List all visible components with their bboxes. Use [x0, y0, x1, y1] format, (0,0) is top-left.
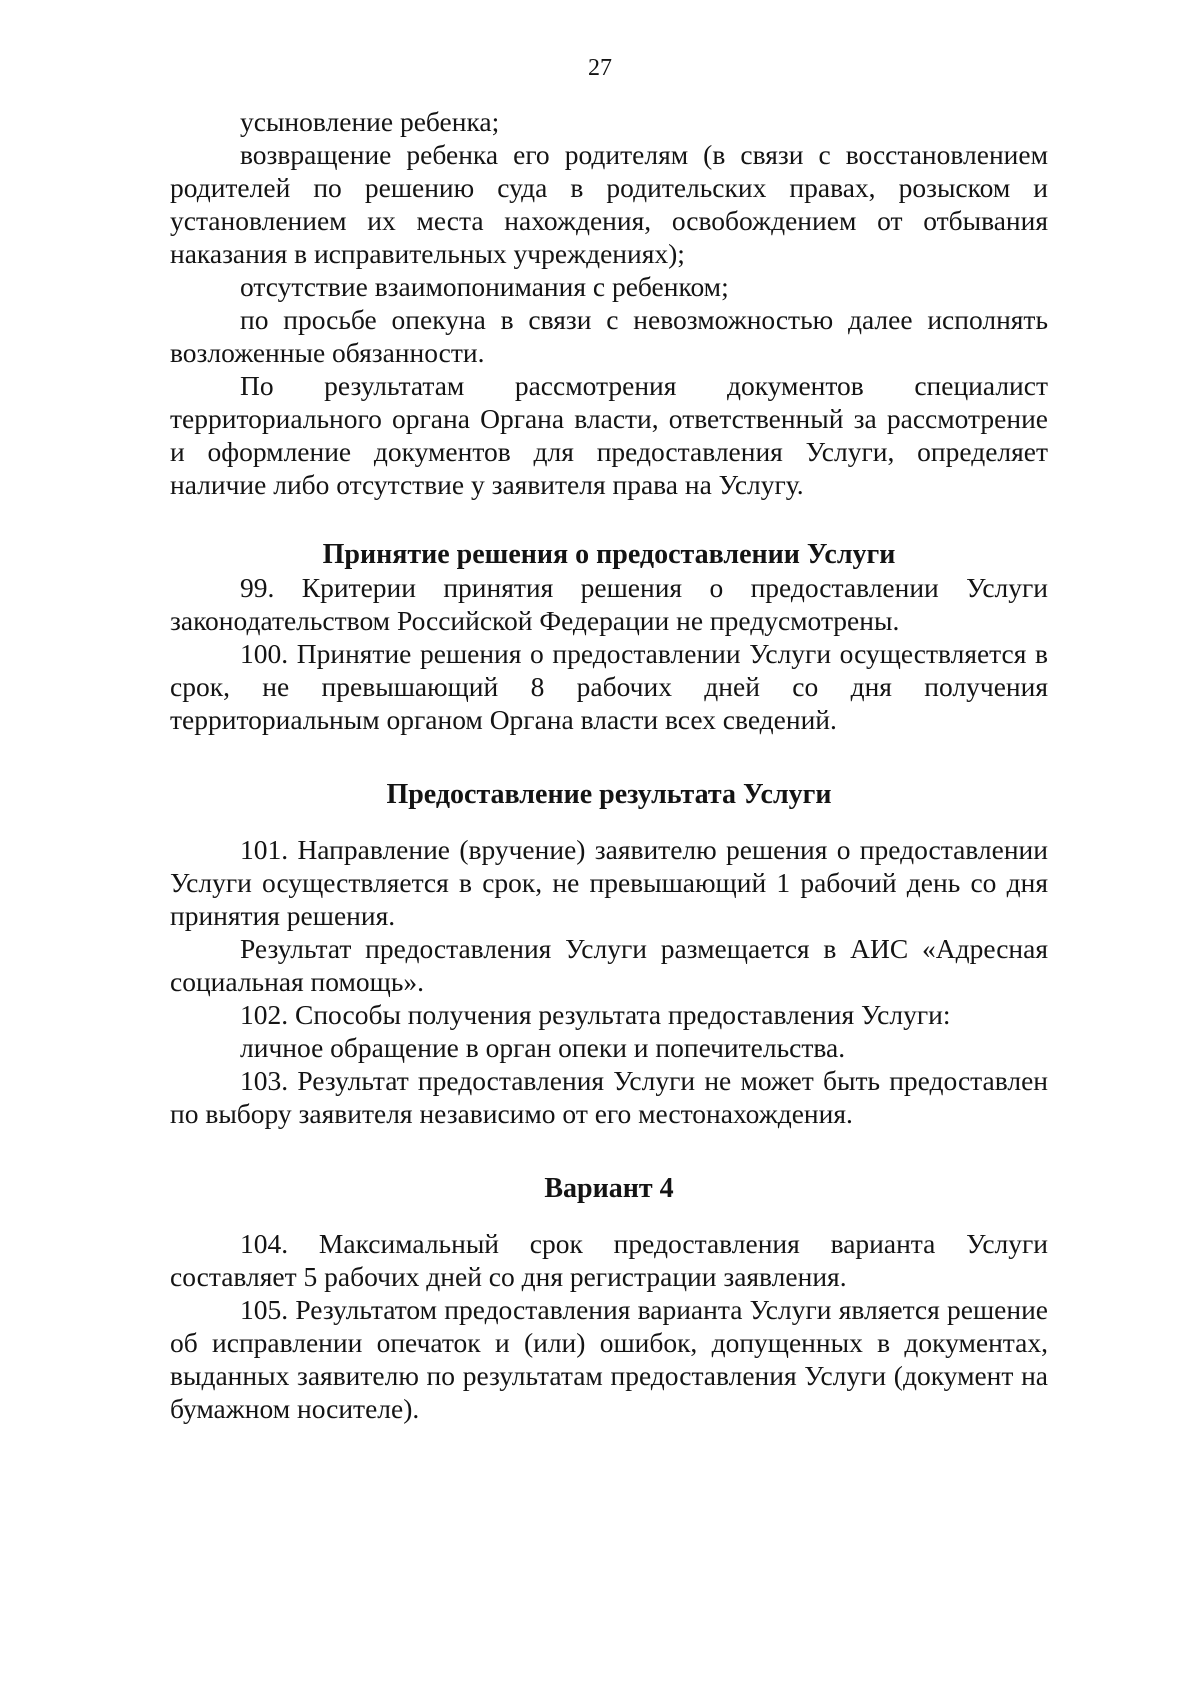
paragraph: 100. Принятие решения о предоставлении Услуги осуществляется в срок, не превышающий 8 рабочих дней со дня получения территориальным органом Органа власти всех сведений. — [170, 638, 1048, 735]
paragraph: 99. Критерии принятия решения о предоставлении Услуги законодательством Российской Федерации не предусмотрены. — [170, 572, 1048, 636]
paragraph: личное обращение в орган опеки и попечительства. — [240, 1032, 846, 1063]
paragraph: возвращение ребенка его родителям (в связи с восстановлением родителей по решению суда в родительских правах, розыском и установлением их места нахождения, освобождением от отбывания наказания в исправительных учреждениях); — [170, 139, 1048, 269]
page-number: 27 — [588, 55, 612, 81]
paragraph: по просьбе опекуна в связи с невозможностью далее исполнять возложенные обязанности. — [170, 304, 1048, 368]
paragraph: усыновление ребенка; — [240, 106, 500, 137]
paragraph: 101. Направление (вручение) заявителю решения о предоставлении Услуги осуществляется в срок, не превышающий 1 рабочий день со дня принятия решения. — [170, 834, 1048, 931]
section-heading: Вариант 4 — [544, 1173, 674, 1204]
paragraph: отсутствие взаимопонимания с ребенком; — [240, 271, 729, 302]
paragraph: 102. Способы получения результата предоставления Услуги: — [240, 999, 951, 1030]
paragraph: По результатам рассмотрения документов специалист территориального органа Органа власти, ответственный за рассмотрение и оформление документов для предоставления Услуги, определяет наличие либо отсутствие у заявителя права на Услугу. — [170, 370, 1048, 500]
paragraph: Результат предоставления Услуги размещается в АИС «Адресная социальная помощь». — [170, 933, 1048, 997]
paragraph: 104. Максимальный срок предоставления варианта Услуги составляет 5 рабочих дней со дня регистрации заявления. — [170, 1228, 1048, 1292]
paragraph: 105. Результатом предоставления варианта Услуги является решение об исправлении опечаток и (или) ошибок, допущенных в документах, выданных заявителю по результатам предоставления Услуги (документ на бумажном носителе). — [170, 1294, 1048, 1424]
section-heading: Принятие решения о предоставлении Услуги — [322, 539, 896, 570]
section-heading: Предоставление результата Услуги — [386, 779, 832, 810]
document-body — [170, 105, 1048, 1425]
paragraph: 103. Результат предоставления Услуги не может быть предоставлен по выбору заявителя независимо от его местонахождения. — [170, 1065, 1048, 1129]
